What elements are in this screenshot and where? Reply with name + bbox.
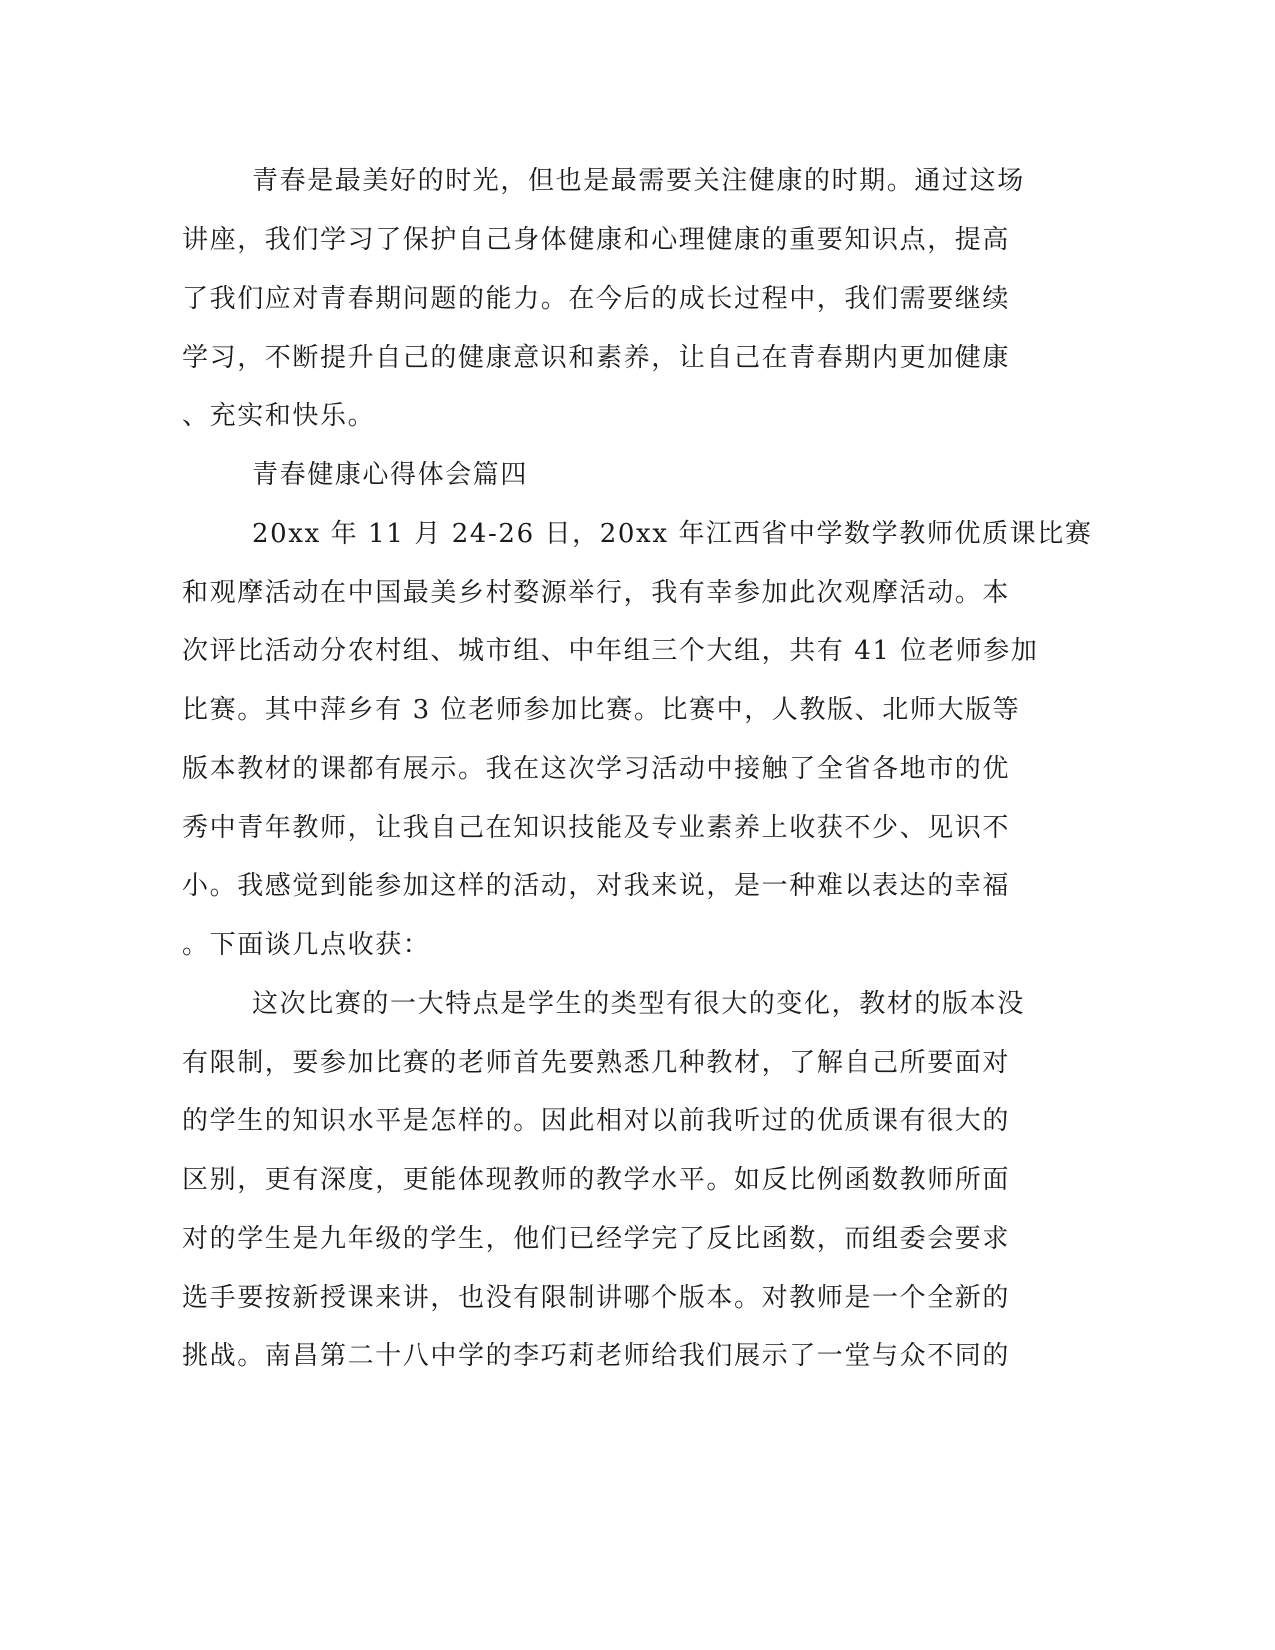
text-line: 有限制，要参加比赛的老师首先要熟悉几种教材，了解自己所要面对 [182, 1048, 1011, 1078]
text-line: 秀中青年教师，让我自己在知识技能及专业素养上收获不少、见识不 [182, 813, 1011, 843]
text-line: 青春是最美好的时光，但也是最需要关注健康的时期。通过这场 [252, 166, 1025, 196]
text-line: 比赛。其中萍乡有 3 位老师参加比赛。比赛中，人教版、北师大版等 [182, 695, 1021, 725]
text-line: 版本教材的课都有展示。我在这次学习活动中接触了全省各地市的优 [182, 754, 1011, 784]
text-line: 区别，更有深度，更能体现教师的教学水平。如反比例函数教师所面 [182, 1165, 1011, 1195]
text-line: 学习，不断提升自己的健康意识和素养，让自己在青春期内更加健康 [182, 343, 1011, 373]
text-line: 次评比活动分农村组、城市组、中年组三个大组，共有 41 位老师参加 [182, 636, 1039, 666]
text-line: 选手要按新授课来讲，也没有限制讲哪个版本。对教师是一个全新的 [182, 1283, 1011, 1313]
text-line: 和观摩活动在中国最美乡村婺源举行，我有幸参加此次观摩活动。本 [182, 578, 1011, 608]
text-line: 讲座，我们学习了保护自己身体健康和心理健康的重要知识点，提高 [182, 225, 1011, 255]
text-line: 的学生的知识水平是怎样的。因此相对以前我听过的优质课有很大的 [182, 1106, 1011, 1136]
text-line: 对的学生是九年级的学生，他们已经学完了反比函数，而组委会要求 [182, 1224, 1011, 1254]
text-line: 、充实和快乐。 [182, 401, 376, 431]
text-line: 这次比赛的一大特点是学生的类型有很大的变化，教材的版本没 [252, 989, 1025, 1019]
text-line: 了我们应对青春期问题的能力。在今后的成长过程中，我们需要继续 [182, 284, 1011, 314]
text-line: 20xx 年 11 月 24-26 日，20xx 年江西省中学数学教师优质课比赛 [252, 519, 1093, 549]
text-line: 。下面谈几点收获： [182, 930, 431, 960]
text-line: 挑战。南昌第二十八中学的李巧莉老师给我们展示了一堂与众不同的 [182, 1341, 1011, 1371]
section-heading: 青春健康心得体会篇四 [252, 460, 529, 490]
text-line: 小。我感觉到能参加这样的活动，对我来说，是一种难以表达的幸福 [182, 871, 1011, 901]
